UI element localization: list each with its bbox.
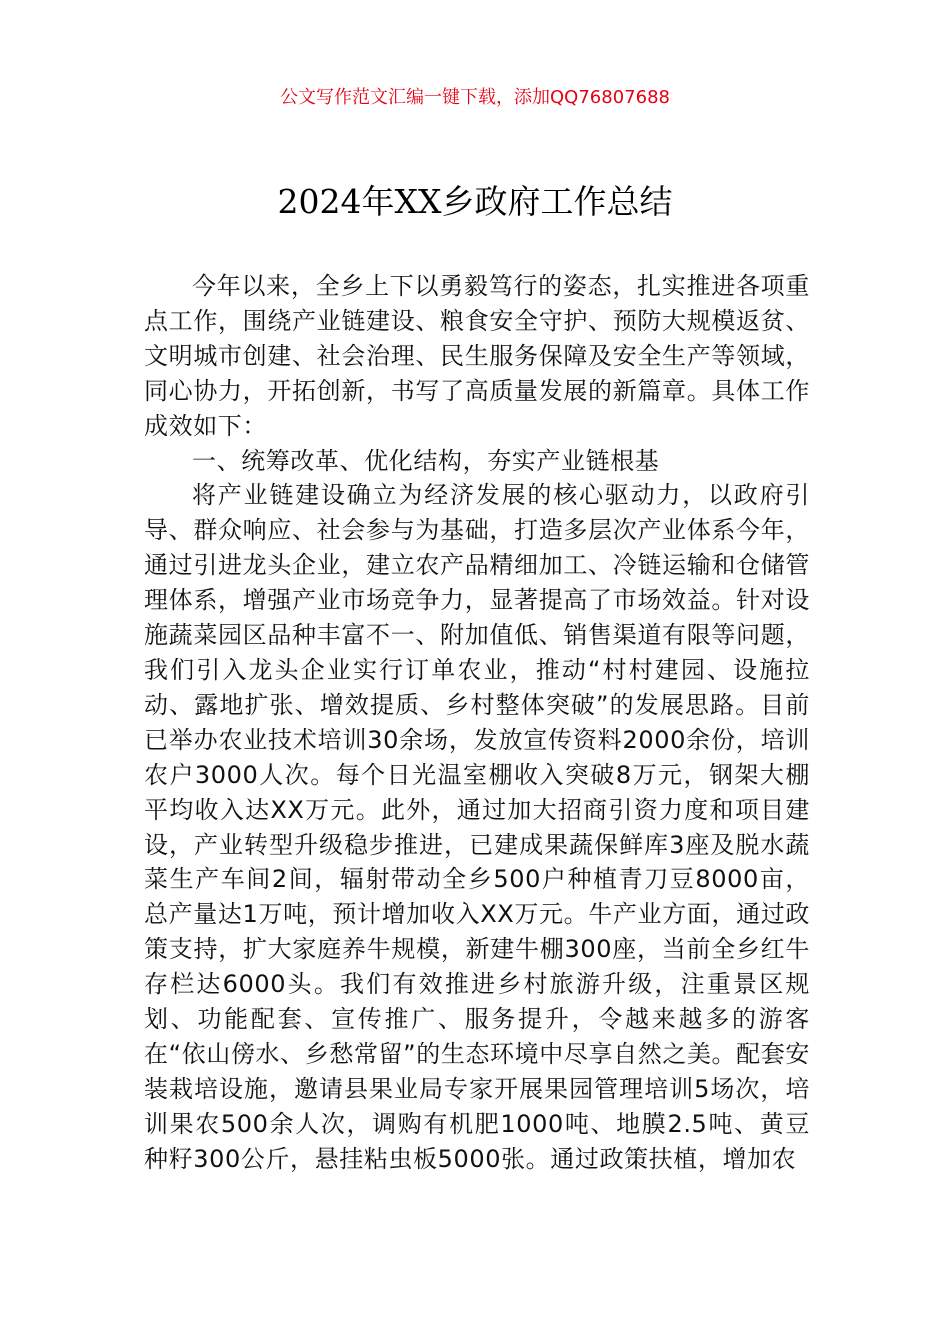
document-body xyxy=(144,269,810,1177)
promo-banner[interactable]: 公文写作范文汇编一键下载，添加QQ76807688 xyxy=(280,87,670,108)
document-title: 2024年XX乡政府工作总结 xyxy=(277,182,673,221)
body-paragraph: 将产业链建设确立为经济发展的核心驱动力，以政府引导、群众响应、社会参与为基础，打造多层次产业体系今年，通过引进龙头企业，建立农产品精细加工、冷链运输和仓储管理体系，增强产业市场竞争力，显著提高了市场效益。针对设施蔬菜园区品种丰富不一、附加值低、销售渠道有限等问题，我们引入龙头企业实行订单农业，推动“村村建园、设施拉动、露地扩张、增效提质、乡村整体突破”的发展思路。目前已举办农业技术培训30余场，发放宣传资料2000余份，培训农户3000人次。每个日光温室棚收入突破8万元，钢架大棚平均收入达XX万元。此外，通过加大招商引资力度和项目建设，产业转型升级稳步推进，已建成果蔬保鲜库3座及脱水蔬菜生产车间2间，辐射带动全乡500户种植青刀豆8000亩，总产量达1万吨，预计增加收入XX万元。牛产业方面，通过政策支持，扩大家庭养牛规模，新建牛棚300座，当前全乡红牛存栏达6000头。我们有效推进乡村旅游升级，注重景区规划、功能配套、宣传推广、服务提升，令越来越多的游客在“依山傍水、乡愁常留”的生态环境中尽享自然之美。配套安装栽培设施，邀请县果业局专家开展果园管理培训5场次，培训果农500余人次，调购有机肥1000吨、地膜2.5吨、黄豆种籽300公斤，悬挂粘虫板5000张。通过政策扶植，增加农 xyxy=(144,481,810,1173)
intro-paragraph: 今年以来，全乡上下以勇毅笃行的姿态，扎实推进各项重点工作，围绕产业链建设、粮食安全守护、预防大规模返贫、文明城市创建、社会治理、民生服务保障及安全生产等领域，同心协力，开拓创新，书写了高质量发展的新篇章。具体工作成效如下： xyxy=(144,272,810,440)
section-heading: 一、统筹改革、优化结构，夯实产业链根基 xyxy=(192,446,660,475)
